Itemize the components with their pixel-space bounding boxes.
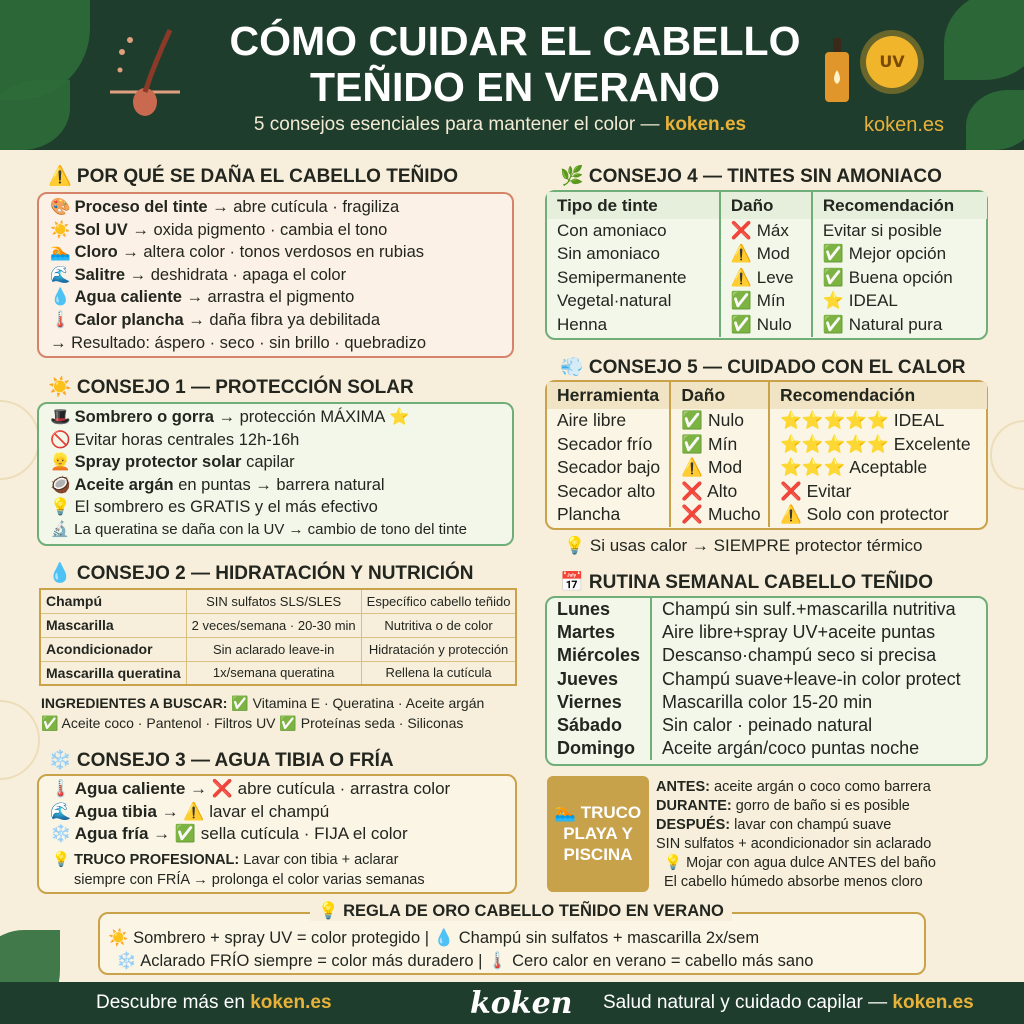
hat-icon: 🎩	[50, 408, 71, 426]
tip4-table	[547, 192, 987, 337]
sun-outline-decoration	[0, 400, 40, 480]
thermometer-icon: 🌡️	[50, 310, 71, 329]
table-row: Viernes Mascarilla color 15-20 min	[547, 691, 987, 714]
table-row: Martes Aire libre+spray UV+aceite puntas	[547, 621, 987, 644]
table-row: Aire libre ✅ Nulo ⭐⭐⭐⭐⭐ IDEAL	[547, 409, 987, 433]
table-row: Secador bajo ⚠️ Mod ⭐⭐⭐ Aceptable	[547, 456, 987, 480]
sun-icon: ☀️	[50, 220, 71, 239]
swimmer-icon: 🏊	[50, 243, 71, 262]
table-row: Jueves Champú suave+leave-in color protect	[547, 668, 987, 691]
subtitle-text: 5 consejos esenciales para mantener el color —	[253, 114, 660, 135]
heat-note: 💡 Si usas calor → SIEMPRE protector térmico	[564, 536, 923, 555]
table-row: Acondicionador Sin aclarado leave-in Hidratación y protección	[40, 637, 516, 661]
list-item: 🎩 Sombrero o gorra → protección MÁXIMA ⭐	[50, 406, 467, 429]
list-item: 🎨 Proceso del tinte → abre cutícula · fragiliza	[50, 196, 426, 219]
table-row: Secador frío ✅ Mín ⭐⭐⭐⭐⭐ Excelente	[547, 433, 987, 457]
ingredients-list	[41, 693, 484, 733]
table-row: Henna ✅ Nulo ✅ Natural pura	[547, 313, 987, 337]
ingredients-line1: INGREDIENTES A BUSCAR: ✅ Vitamina E · Queratina · Aceite argán	[41, 695, 485, 711]
routine-title: 📅 RUTINA SEMANAL CABELLO TEÑIDO	[560, 572, 934, 593]
header-brand[interactable]: koken.es	[864, 114, 945, 136]
footer-left: Descubre más en koken.es	[96, 992, 332, 1013]
footer-brand-link[interactable]: koken.es	[250, 992, 332, 1013]
list-item: ☀️ Sol UV → oxida pigmento · cambia el tono	[50, 219, 426, 242]
list-item: 💡 El sombrero es GRATIS y el más efectivo	[50, 496, 467, 519]
page-title-line2: TEÑIDO EN VERANO	[309, 64, 721, 110]
list-item: 🌡️ Agua caliente → ❌ abre cutícula · arrastra color	[50, 778, 450, 801]
why-section-title: ⚠️ POR QUÉ SE DAÑA EL CABELLO TEÑIDO	[48, 166, 459, 187]
list-item: 🔬 La queratina se daña con la UV → cambio de tono del tinte	[50, 519, 467, 542]
list-item: 🥥 Aceite argán en puntas → barrera natural	[50, 474, 467, 497]
list-item: 🏊 Cloro → altera color · tonos verdosos en rubias	[50, 241, 426, 264]
table-header: Tipo de tinte Daño Recomendación	[547, 192, 987, 219]
oil-bottle-icon	[822, 38, 852, 104]
golden-rule-title: 💡 REGLA DE ORO CABELLO TEÑIDO EN VERANO	[310, 902, 732, 921]
tip5-table	[547, 382, 987, 527]
table-row: Semipermanente ⚠️ Leve ✅ Buena opción	[547, 266, 987, 290]
tip5-title: 💨 CONSEJO 5 — CUIDADO CON EL CALOR	[560, 357, 966, 378]
table-header: Herramienta Daño Recomendación	[547, 382, 987, 409]
table-row: Lunes Champú sin sulf.+mascarilla nutritiva	[547, 598, 987, 621]
table-row: Domingo Aceite argán/coco puntas noche	[547, 737, 987, 760]
droplet-icon: 💧	[50, 288, 71, 307]
microscope-icon: 🔬	[50, 520, 70, 538]
golden-rule-text: ☀️ Sombrero + spray UV = color protegido | 💧 Champú sin sulfatos + mascarilla 2x/sem ❄️ Aclarado FRÍO siempre = color más duradero | 🌡️ Cero calor en verano = cabello más sano	[108, 929, 814, 970]
page-subtitle	[180, 114, 820, 136]
table-row: Mascarilla queratina 1x/semana queratina Rellena la cutícula	[40, 661, 516, 685]
list-item: 🌊 Salitre → deshidrata · apaga el color	[50, 264, 426, 287]
table-row: Con amoniaco ❌ Máx Evitar si posible	[547, 219, 987, 243]
tip3-title: ❄️ CONSEJO 3 — AGUA TIBIA O FRÍA	[48, 750, 394, 771]
tip1-title: ☀️ CONSEJO 1 — PROTECCIÓN SOLAR	[48, 377, 414, 398]
lightbulb-icon: 💡	[52, 852, 71, 868]
person-icon: 👱	[50, 453, 71, 472]
table-row: Sábado Sin calor · peinado natural	[547, 714, 987, 737]
snowflake-icon: ❄️	[50, 824, 72, 844]
uv-sun-icon: UV	[866, 36, 918, 88]
coconut-icon: 🥥	[50, 475, 71, 494]
list-item: 👱 Spray protector solar capilar	[50, 451, 467, 474]
prohibited-icon: 🚫	[50, 430, 71, 449]
list-item: 💧 Agua caliente → arrastra el pigmento	[50, 286, 426, 309]
table-row: Champú SIN sulfatos SLS/SLES Específico cabello teñido	[40, 589, 516, 613]
page-title-line1: CÓMO CUIDAR EL CABELLO	[229, 18, 801, 64]
beach-tip-text: ANTES: aceite argán o coco como barrera DURANTE: gorro de baño si es posible DESPUÉS: lavar con champú suave SIN sulfatos + acondicionador sin aclarado 💡 Mojar con agua dulce ANTES del baño El cabello húmedo absorbe menos cloro	[656, 779, 936, 890]
koken-logo[interactable]: koken	[470, 986, 573, 1021]
why-result: → Resultado: áspero · seco · sin brillo · quebradizo	[50, 333, 427, 352]
table-row: Plancha ❌ Mucho ⚠️ Solo con protector	[547, 503, 987, 527]
list-item: 🚫 Evitar horas centrales 12h-16h	[50, 429, 467, 452]
tip2-table	[39, 588, 517, 686]
sun-outline-decoration	[990, 420, 1024, 490]
footer-right: Salud natural y cuidado capilar — koken.es	[603, 992, 974, 1013]
table-row: Secador alto ❌ Alto ❌ Evitar	[547, 480, 987, 504]
table-row: Mascarilla 2 veces/semana · 20-30 min Nutritiva o de color	[40, 613, 516, 637]
list-item: ❄️ Agua fría → ✅ sella cutícula · FIJA el color	[50, 823, 450, 846]
tip1-list	[50, 406, 467, 542]
tip4-title: 🌿 CONSEJO 4 — TINTES SIN AMONIACO	[560, 166, 942, 187]
beach-tip-label: 🏊 TRUCO PLAYA Y PISCINA	[547, 776, 649, 892]
thermometer-icon: 🌡️	[50, 779, 72, 798]
palette-icon: 🎨	[50, 198, 71, 216]
wave-icon: 🌊	[50, 801, 72, 821]
subtitle-brand-link[interactable]: koken.es	[664, 114, 747, 135]
table-row: Sin amoniaco ⚠️ Mod ✅ Mejor opción	[547, 243, 987, 267]
footer-brand-link-right[interactable]: koken.es	[892, 992, 974, 1013]
lightbulb-icon: 💡	[50, 498, 71, 517]
wave-icon: 🌊	[50, 265, 71, 284]
tip3-list	[50, 778, 450, 846]
list-item: 🌊 Agua tibia → ⚠️ lavar el champú	[50, 801, 450, 824]
pro-tip: 💡 TRUCO PROFESIONAL: Lavar con tibia + aclarar siempre con FRÍA → prolonga el color varias semanas	[52, 852, 425, 888]
tip2-title: 💧 CONSEJO 2 — HIDRATACIÓN Y NUTRICIÓN	[48, 563, 474, 584]
table-row: Vegetal·natural ✅ Mín ⭐ IDEAL	[547, 290, 987, 314]
sun-outline-decoration	[0, 700, 40, 780]
why-list	[50, 196, 426, 354]
table-row: Miércoles Descanso·champú seco si precisa	[547, 644, 987, 667]
list-item: 🌡️ Calor plancha → daña fibra ya debilitada	[50, 309, 426, 332]
footer	[0, 982, 1024, 1024]
leaf-decoration-top-right	[944, 0, 1024, 80]
ingredients-line2: ✅ Aceite coco · Pantenol · Filtros UV ✅ Proteínas seda · Siliconas	[41, 715, 464, 731]
routine-table	[547, 598, 987, 760]
